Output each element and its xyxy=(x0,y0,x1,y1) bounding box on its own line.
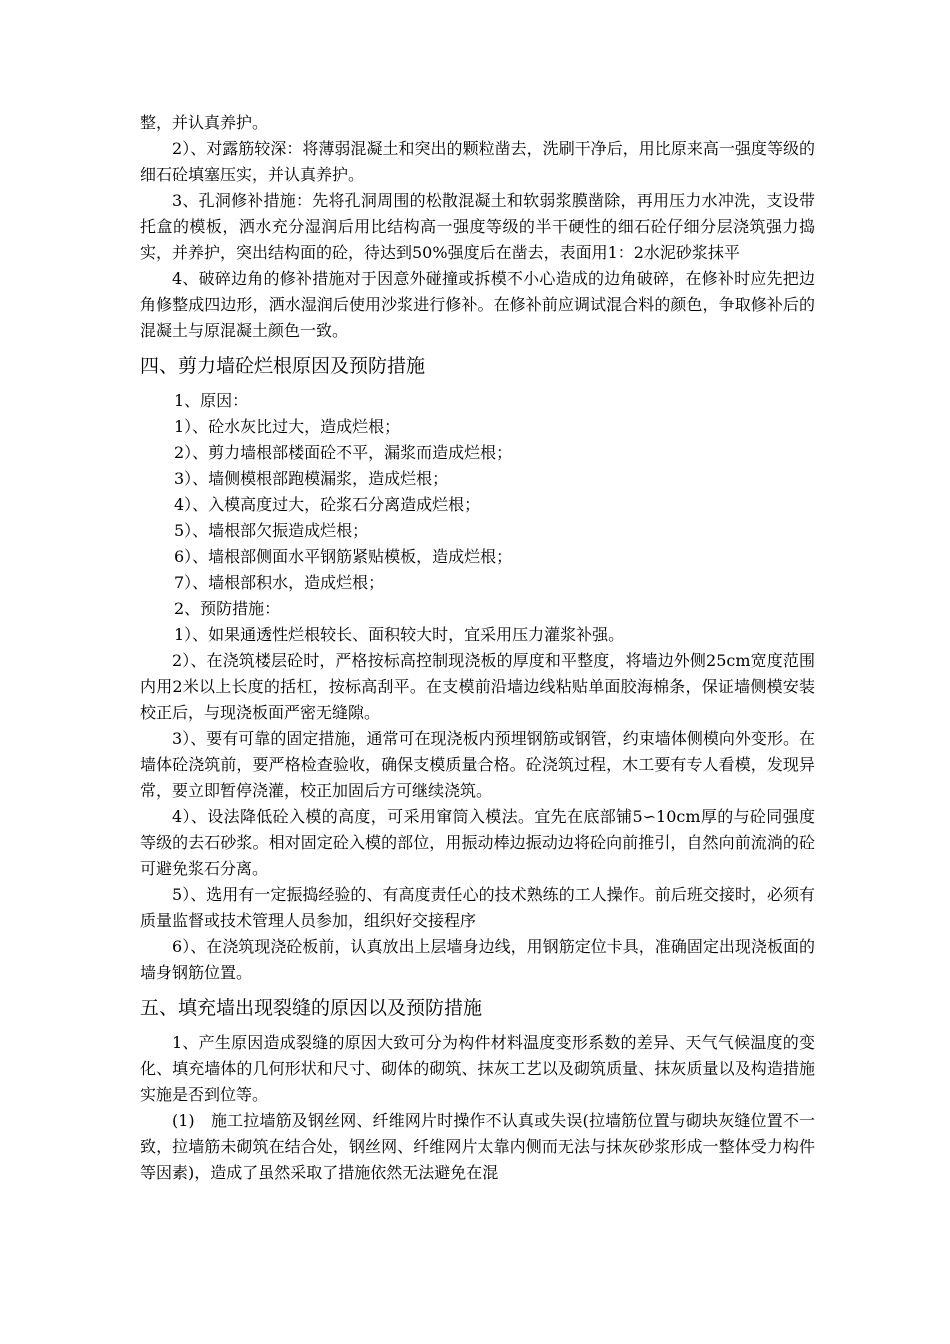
paragraph: 6）、在浇筑现浇砼板前，认真放出上层墙身边线，用钢筋定位卡具，准确固定出现浇板面的墙身钢筋位置。 xyxy=(140,937,815,982)
section-heading: 五、填充墙出现裂缝的原因以及预防措施 xyxy=(140,997,483,1019)
list-item: 4）、入模高度过大，砼浆石分离造成烂根； xyxy=(174,495,481,514)
section-heading: 四、剪力墙砼烂根原因及预防措施 xyxy=(140,355,426,377)
paragraph: 4）、设法降低砼入模的高度，可采用窜筒入模法。宜先在底部铺5∽10cm厚的与砼同强度等级的去石砂浆。相对固定砼入模的部位，用振动棒边振动边将砼向前推引，自然向前流淌的砼可避免浆石分离。 xyxy=(140,807,815,878)
paragraph: 3）、要有可靠的固定措施，通常可在现浇板内预埋钢筋或钢管，约束墙体侧模向外变形。在墙体砼浇筑前，要严格检查验收，确保支模质量合格。砼浇筑过程，木工要有专人看模，发现异常，要立即暂停浇灌，校正加固后方可继续浇筑。 xyxy=(140,729,815,800)
paragraph: 1、产生原因造成裂缝的原因大致可分为构件材料温度变形系数的差异、天气气候温度的变化、填充墙体的几何形状和尺寸、砌体的砌筑、抹灰工艺以及砌筑质量、抹灰质量以及构造措施实施是否到位等。 xyxy=(140,1033,815,1104)
paragraph: 3、孔洞修补措施：先将孔洞周围的松散混凝土和软弱浆膜凿除，再用压力水冲洗，支设带托盒的模板，洒水充分湿润后用比结构高一强度等级的半干硬性的细石砼仔细分层浇筑强力捣实，并养护，突出结构面的砼，待达到50%强度后在凿去，表面用1：2水泥砂浆抹平 xyxy=(140,191,815,262)
list-item: 5）、墙根部欠振造成烂根； xyxy=(174,521,369,540)
list-item: 2）、剪力墙根部楼面砼不平，漏浆而造成烂根； xyxy=(174,443,513,462)
paragraph: 整，并认真养护。 xyxy=(140,113,269,132)
list-item: 7）、墙根部积水，造成烂根； xyxy=(174,573,385,592)
paragraph: (1) 施工拉墙筋及钢丝网、纤维网片时操作不认真或失误(拉墙筋位置与砌块灰缝位置不一致，拉墙筋未砌筑在结合处，钢丝网、纤维网片太靠内侧而无法与抹灰砂浆形成一整体受力构件等因素)，造成了虽然采取了措施依然无法避免在混 xyxy=(140,1111,815,1182)
paragraph: 2）、在浇筑楼层砼时，严格按标高控制现浇板的厚度和平整度，将墙边外侧25cm宽度范围内用2米以上长度的括杠，按标高刮平。在支模前沿墙边线粘贴单面胶海棉条，保证墙侧模安装校正后，与现浇板面严密无缝隙。 xyxy=(140,651,815,722)
list-item: 2、预防措施： xyxy=(174,599,281,618)
paragraph: 5）、选用有一定振捣经验的、有高度责任心的技术熟练的工人操作。前后班交接时，必须有质量监督或技术管理人员参加，组织好交接程序 xyxy=(140,885,815,930)
list-item: 1、原因： xyxy=(174,391,249,410)
list-item: 1）、如果通透性烂根较长、面积较大时，宜采用压力灌浆补强。 xyxy=(174,625,625,644)
list-item: 1）、砼水灰比过大，造成烂根； xyxy=(174,417,401,436)
paragraph: 2）、对露筋较深：将薄弱混凝土和突出的颗粒凿去，洗刷干净后，用比原来高一强度等级的细石砼填塞压实，并认真养护。 xyxy=(140,139,815,184)
list-item: 6）、墙根部侧面水平钢筋紧贴模板，造成烂根； xyxy=(174,547,513,566)
paragraph: 4、破碎边角的修补措施对于因意外碰撞或拆模不小心造成的边角破碎，在修补时应先把边角修整成四边形，洒水湿润后使用沙浆进行修补。在修补前应调试混合料的颜色，争取修补后的混凝土与原混凝土颜色一致。 xyxy=(140,269,815,340)
list-item: 3）、墙侧模根部跑模漏浆，造成烂根； xyxy=(174,469,449,488)
document-body xyxy=(140,110,815,1186)
